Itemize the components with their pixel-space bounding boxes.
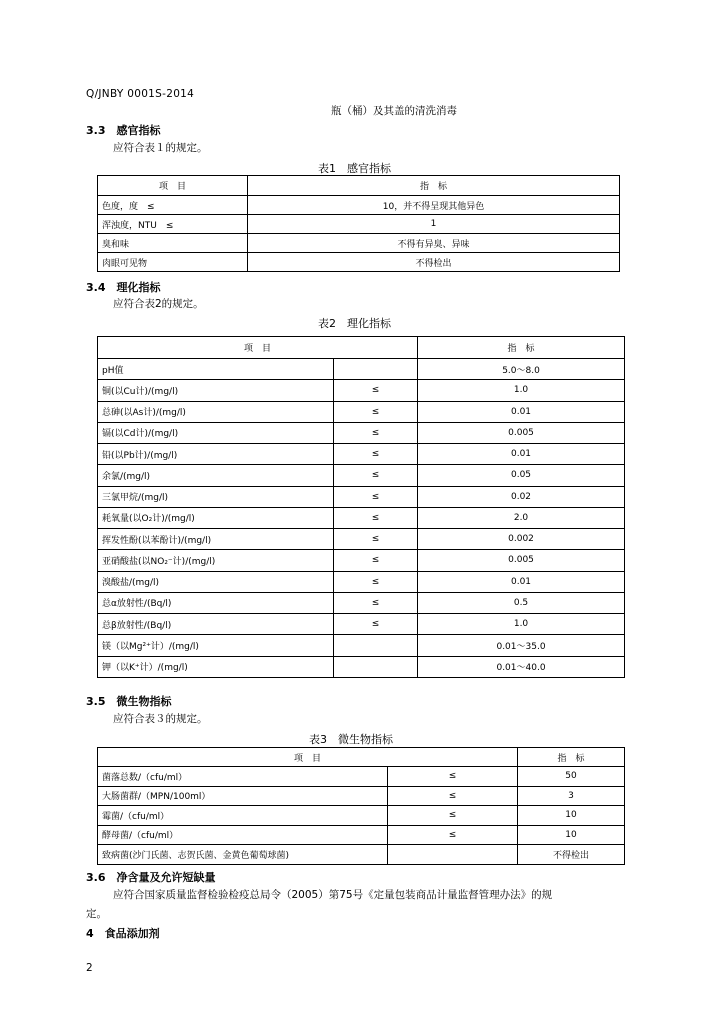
table2-item: 溴酸盐/(mg/l) bbox=[98, 571, 334, 592]
table-row bbox=[98, 529, 625, 550]
table2-item: 铜(以Cu计)/(mg/l) bbox=[98, 380, 334, 401]
table-row bbox=[98, 215, 620, 234]
table3-item: 菌落总数/（cfu/ml） bbox=[98, 767, 388, 787]
table3-cmp: ≤ bbox=[388, 786, 518, 806]
table2-item: 三氯甲烷/(mg/l) bbox=[98, 486, 334, 507]
table2-value: 0.005 bbox=[418, 550, 625, 571]
table3 bbox=[97, 747, 625, 865]
table3-header-item: 项 目 bbox=[98, 748, 518, 767]
table1-value: 1 bbox=[248, 215, 620, 234]
table2-item: pH值 bbox=[98, 359, 334, 380]
table2-cmp: ≤ bbox=[334, 571, 418, 592]
table-row bbox=[98, 635, 625, 656]
table2-value: 0.01 bbox=[418, 444, 625, 465]
table2-cmp: ≤ bbox=[334, 507, 418, 528]
section-3-5-title: 3.5 微生物指标 bbox=[86, 695, 172, 708]
table3-item: 霉菌/（cfu/ml） bbox=[98, 806, 388, 826]
table2-value: 0.01～40.0 bbox=[418, 656, 625, 677]
table-row bbox=[98, 253, 620, 272]
table1 bbox=[97, 175, 620, 272]
table2-item: 亚硝酸盐(以NO₂⁻计)/(mg/l) bbox=[98, 550, 334, 571]
table3-caption: 表3 微生物指标 bbox=[309, 733, 393, 746]
section-3-6-text-line1: 应符合国家质量监督检验检疫总局令（2005）第75号《定量包装商品计量监督管理办法》的规 bbox=[113, 889, 553, 901]
table3-value: 10 bbox=[518, 825, 625, 845]
table1-item: 浑浊度，NTU ≤ bbox=[98, 215, 248, 234]
header-subtitle: 瓶（桶）及其盖的清洗消毒 bbox=[331, 105, 457, 117]
table2-header-item: 项 目 bbox=[98, 337, 418, 359]
table1-item: 肉眼可见物 bbox=[98, 253, 248, 272]
table2-cmp: ≤ bbox=[334, 465, 418, 486]
table1-caption: 表1 感官指标 bbox=[318, 162, 391, 175]
table2-item: 耗氧量(以O₂计)/(mg/l) bbox=[98, 507, 334, 528]
table2-cmp: ≤ bbox=[334, 592, 418, 613]
table2-caption: 表2 理化指标 bbox=[318, 317, 391, 330]
table-row bbox=[98, 656, 625, 677]
table-row bbox=[98, 614, 625, 635]
table2-cmp: ≤ bbox=[334, 550, 418, 571]
table2-item: 铅(以Pb计)/(mg/l) bbox=[98, 444, 334, 465]
table2-value: 0.01 bbox=[418, 571, 625, 592]
table2-cmp bbox=[334, 635, 418, 656]
table2 bbox=[97, 336, 625, 678]
table2-item: 挥发性酚(以苯酚计)/(mg/l) bbox=[98, 529, 334, 550]
table-row bbox=[98, 359, 625, 380]
table3-cmp: ≤ bbox=[388, 767, 518, 787]
table-row bbox=[98, 592, 625, 613]
table3-header-value: 指 标 bbox=[518, 748, 625, 767]
section-3-3-title: 3.3 感官指标 bbox=[86, 124, 161, 137]
table2-value: 0.5 bbox=[418, 592, 625, 613]
section-3-4-text: 应符合表2的规定。 bbox=[113, 298, 204, 310]
table-row bbox=[98, 196, 620, 215]
document-id: Q/JNBY 0001S-2014 bbox=[86, 88, 195, 100]
section-3-4-title: 3.4 理化指标 bbox=[86, 281, 161, 294]
table2-value: 0.05 bbox=[418, 465, 625, 486]
table-row bbox=[98, 845, 625, 865]
table1-item: 色度，度 ≤ bbox=[98, 196, 248, 215]
table3-item: 酵母菌/（cfu/ml） bbox=[98, 825, 388, 845]
table2-value: 2.0 bbox=[418, 507, 625, 528]
table3-item: 致病菌(沙门氏菌、志贺氏菌、金黄色葡萄球菌) bbox=[98, 845, 388, 865]
section-3-6-text-line2: 定。 bbox=[86, 908, 107, 920]
table2-value: 0.02 bbox=[418, 486, 625, 507]
table1-header-item: 项 目 bbox=[98, 176, 248, 196]
page-number: 2 bbox=[86, 962, 93, 974]
table3-item: 大肠菌群/（MPN/100ml） bbox=[98, 786, 388, 806]
table2-value: 1.0 bbox=[418, 614, 625, 635]
table2-cmp: ≤ bbox=[334, 401, 418, 422]
table2-cmp: ≤ bbox=[334, 380, 418, 401]
table3-value: 不得检出 bbox=[518, 845, 625, 865]
table3-value: 10 bbox=[518, 806, 625, 826]
table3-cmp bbox=[388, 845, 518, 865]
table-row bbox=[98, 786, 625, 806]
table2-cmp: ≤ bbox=[334, 529, 418, 550]
section-3-6-title: 3.6 净含量及允许短缺量 bbox=[86, 871, 216, 884]
table2-item: 余氯/(mg/l) bbox=[98, 465, 334, 486]
table-row bbox=[98, 486, 625, 507]
table1-item: 臭和味 bbox=[98, 234, 248, 253]
table-row bbox=[98, 507, 625, 528]
table-row bbox=[98, 550, 625, 571]
table2-item: 总α放射性/(Bq/l) bbox=[98, 592, 334, 613]
table2-item: 总砷(以As计)/(mg/l) bbox=[98, 401, 334, 422]
table-row bbox=[98, 401, 625, 422]
table2-value: 0.01～35.0 bbox=[418, 635, 625, 656]
section-3-3-text: 应符合表１的规定。 bbox=[113, 142, 208, 154]
table3-cmp: ≤ bbox=[388, 825, 518, 845]
table1-header-value: 指 标 bbox=[248, 176, 620, 196]
table2-value: 1.0 bbox=[418, 380, 625, 401]
table2-header-value: 指 标 bbox=[418, 337, 625, 359]
table-row bbox=[98, 422, 625, 443]
table-row bbox=[98, 825, 625, 845]
table2-cmp: ≤ bbox=[334, 486, 418, 507]
table-row bbox=[98, 806, 625, 826]
table-row bbox=[98, 767, 625, 787]
table2-value: 0.005 bbox=[418, 422, 625, 443]
table2-value: 5.0～8.0 bbox=[418, 359, 625, 380]
table1-value: 不得检出 bbox=[248, 253, 620, 272]
table-row bbox=[98, 380, 625, 401]
table-row bbox=[98, 444, 625, 465]
table-row bbox=[98, 571, 625, 592]
table2-item: 钾（以K⁺计）/(mg/l) bbox=[98, 656, 334, 677]
table2-item: 总β放射性/(Bq/l) bbox=[98, 614, 334, 635]
table1-value: 不得有异臭、异味 bbox=[248, 234, 620, 253]
table2-cmp bbox=[334, 359, 418, 380]
table2-value: 0.002 bbox=[418, 529, 625, 550]
table-row bbox=[98, 234, 620, 253]
table2-cmp: ≤ bbox=[334, 422, 418, 443]
table2-value: 0.01 bbox=[418, 401, 625, 422]
section-4-title: 4 食品添加剂 bbox=[86, 927, 160, 940]
table3-value: 3 bbox=[518, 786, 625, 806]
table2-cmp: ≤ bbox=[334, 444, 418, 465]
table2-item: 镉(以Cd计)/(mg/l) bbox=[98, 422, 334, 443]
table3-value: 50 bbox=[518, 767, 625, 787]
table2-cmp bbox=[334, 656, 418, 677]
table2-item: 镁（以Mg²⁺计）/(mg/l) bbox=[98, 635, 334, 656]
table3-cmp: ≤ bbox=[388, 806, 518, 826]
table1-value: 10，并不得呈现其他异色 bbox=[248, 196, 620, 215]
table-row bbox=[98, 465, 625, 486]
section-3-5-text: 应符合表３的规定。 bbox=[113, 713, 208, 725]
table2-cmp: ≤ bbox=[334, 614, 418, 635]
